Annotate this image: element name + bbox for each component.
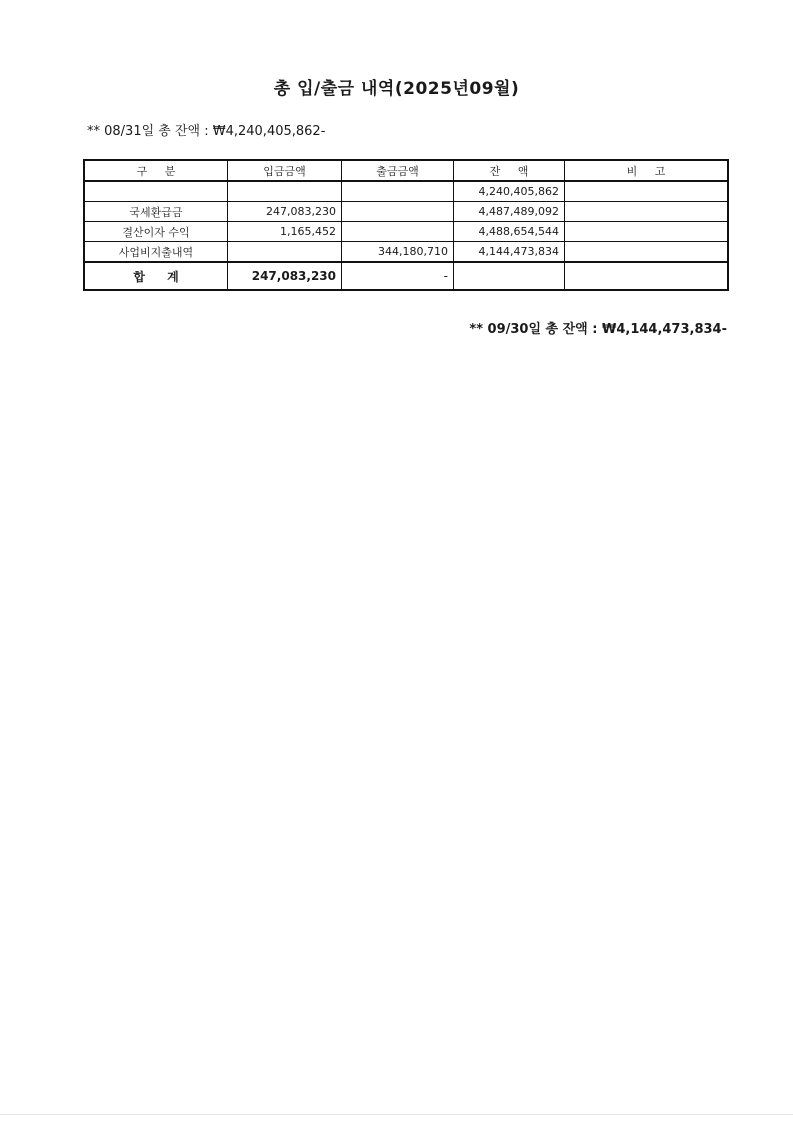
ledger-table <box>83 159 729 291</box>
row-category: 국세환급금 <box>84 202 228 222</box>
total-row <box>84 262 728 290</box>
table-row <box>84 242 728 263</box>
opening-balance: ** 08/31일 총 잔액 : ₩4,240,405,862- <box>87 124 326 139</box>
row-balance: 4,240,405,862 <box>454 181 565 202</box>
total-withdrawal: - <box>342 262 454 290</box>
row-deposit: 247,083,230 <box>228 202 342 222</box>
row-note <box>565 222 729 242</box>
table-row <box>84 222 728 242</box>
row-category <box>84 181 228 202</box>
row-note <box>565 202 729 222</box>
header-balance: 잔 액 <box>454 160 565 181</box>
row-withdrawal: 344,180,710 <box>342 242 454 263</box>
document-title: 총 입/출금 내역(2025년09월) <box>273 79 520 99</box>
row-note <box>565 242 729 263</box>
row-deposit: 1,165,452 <box>228 222 342 242</box>
row-withdrawal <box>342 222 454 242</box>
row-category: 결산이자 수익 <box>84 222 228 242</box>
header-category: 구 분 <box>84 160 228 181</box>
row-withdrawal <box>342 202 454 222</box>
row-deposit <box>228 181 342 202</box>
row-category: 사업비지출내역 <box>84 242 228 263</box>
total-note <box>565 262 729 290</box>
row-balance: 4,488,654,544 <box>454 222 565 242</box>
header-note: 비 고 <box>565 160 729 181</box>
row-withdrawal <box>342 181 454 202</box>
table-row <box>84 181 728 202</box>
total-deposit: 247,083,230 <box>228 262 342 290</box>
row-balance: 4,487,489,092 <box>454 202 565 222</box>
row-balance: 4,144,473,834 <box>454 242 565 263</box>
row-deposit <box>228 242 342 263</box>
closing-balance: ** 09/30일 총 잔액 : ₩4,144,473,834- <box>469 322 727 337</box>
total-label: 합 계 <box>84 262 228 290</box>
table-row <box>84 202 728 222</box>
total-balance <box>454 262 565 290</box>
scan-edge-line <box>0 1114 793 1115</box>
header-withdrawal: 출금금액 <box>342 160 454 181</box>
row-note <box>565 181 729 202</box>
header-deposit: 입금금액 <box>228 160 342 181</box>
table-header-row <box>84 160 728 181</box>
